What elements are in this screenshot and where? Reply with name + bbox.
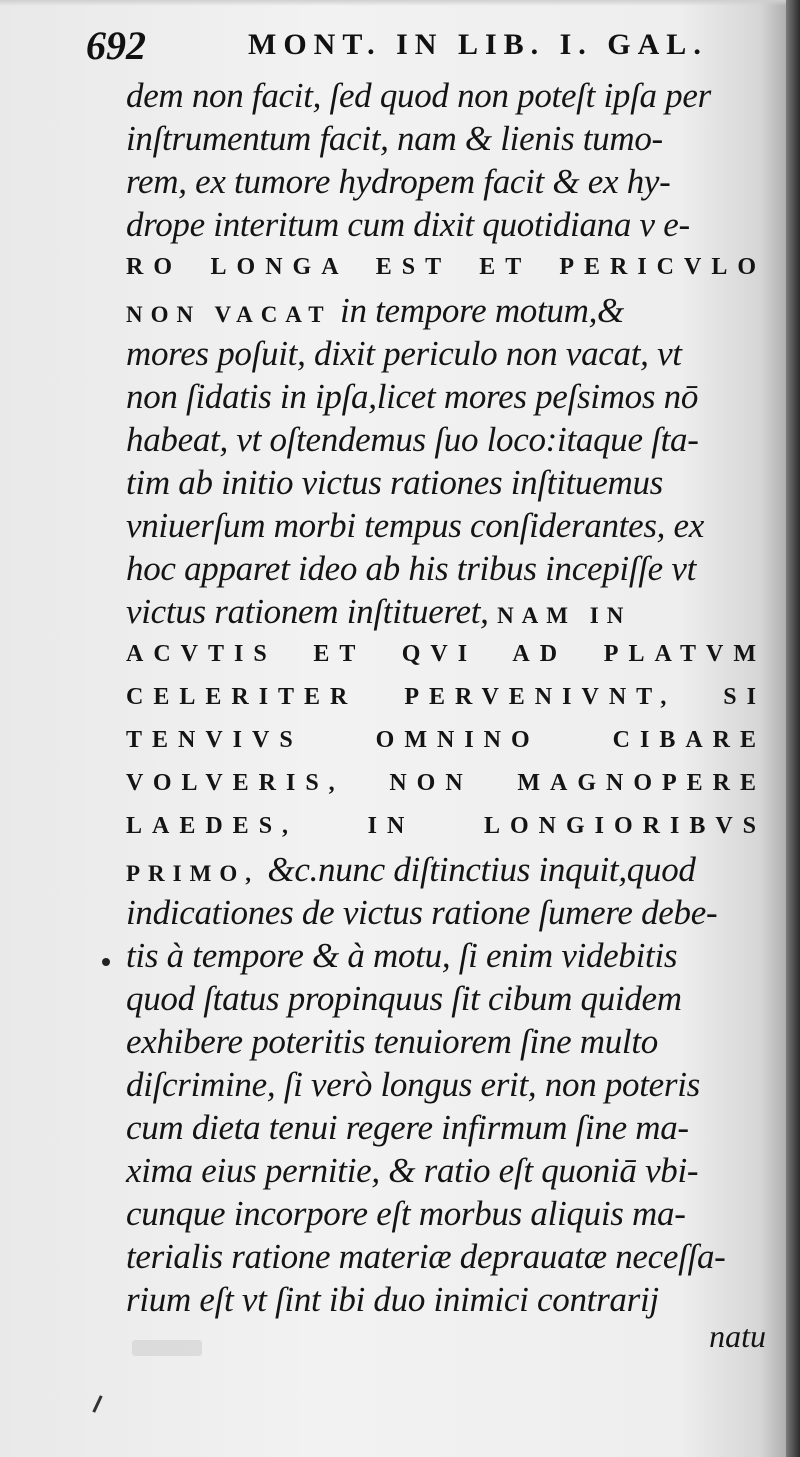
text-line: rium eſt vt ſint ibi duo inimici contrarij [126,1280,659,1319]
page-number: 692 [86,23,146,68]
text-line [126,848,766,891]
text-line: inſtrumentum facit, nam & lienis tumo- [126,119,663,158]
page-header [86,22,776,72]
text-segment: in tempore motum,& [340,291,624,330]
text-line: vniuerſum morbi tempus conſiderantes, ex [126,506,705,545]
text-line: cunque incorpore eſt morbus aliquis ma- [126,1194,686,1233]
text-line-caps: ACVTIS ET QVI AD PLATVM [126,641,766,667]
text-line-caps: RO LONGA EST ET PERICVLO [126,254,766,280]
text-caps-segment: NON VACAT [126,302,332,327]
text-line: dem non facit, ſed quod non poteſt ipſa per [126,76,711,115]
text-line: rem, ex tumore hydropem facit & ex hy- [126,162,671,201]
running-head: MONT. IN LIB. I. GAL. [248,28,708,61]
text-line: diſcrimine, ſi verò longus erit, non poteris [126,1065,700,1104]
text-caps-segment: PRIMO, [126,861,259,886]
page-top-edge [0,0,800,6]
text-line: tis à tempore & à motu, ſi enim videbitis [126,936,678,975]
text-line: indicationes de victus ratione ſumere debe- [126,893,718,932]
text-line: habeat, vt oſtendemus ſuo loco:itaque ſta- [126,420,699,459]
text-line-caps: VOLVERIS, NON MAGNOPERE [126,770,766,796]
text-line: mores poſuit, dixit periculo non vacat, vt [126,334,682,373]
text-line: quod ſtatus propinquus ſit cibum quidem [126,979,682,1018]
text-line: exhibere poteritis tenuiorem ſine multo [126,1022,658,1061]
text-line: cum dieta tenui regere infirmum ſine ma- [126,1108,689,1147]
text-line: terialis ratione materiæ deprauatæ neceſſa- [126,1237,726,1276]
ink-smudge [132,1340,202,1356]
text-line [126,590,766,633]
text-line: xima eius pernitie, & ratio eſt quoniā vbi- [126,1151,699,1190]
catchword: natu [709,1318,766,1354]
body-text [126,74,766,1321]
text-line: tim ab initio victus rationes inſtituemus [126,463,663,502]
text-line [126,289,766,332]
text-segment: &c.nunc diſtinctius inquit,quod [267,850,696,889]
text-line-caps: TENVIVS OMNINO CIBARE [126,727,766,753]
margin-mark [92,1395,102,1413]
text-segment: victus rationem inſtitueret, [126,592,489,631]
text-caps-segment: NAM IN [497,603,632,628]
margin-dot [102,958,110,966]
text-line-caps: LAEDES, IN LONGIORIBVS [126,813,766,839]
text-line: non ſidatis in ipſa,licet mores peſsimos nō [126,377,699,416]
page-gutter-shadow [786,0,800,1457]
text-line: drope interitum cum dixit quotidiana v e- [126,205,690,244]
text-line-caps: CELERITER PERVENIVNT, SI [126,684,766,710]
text-line: hoc apparet ideo ab his tribus incepiſſe vt [126,549,697,588]
